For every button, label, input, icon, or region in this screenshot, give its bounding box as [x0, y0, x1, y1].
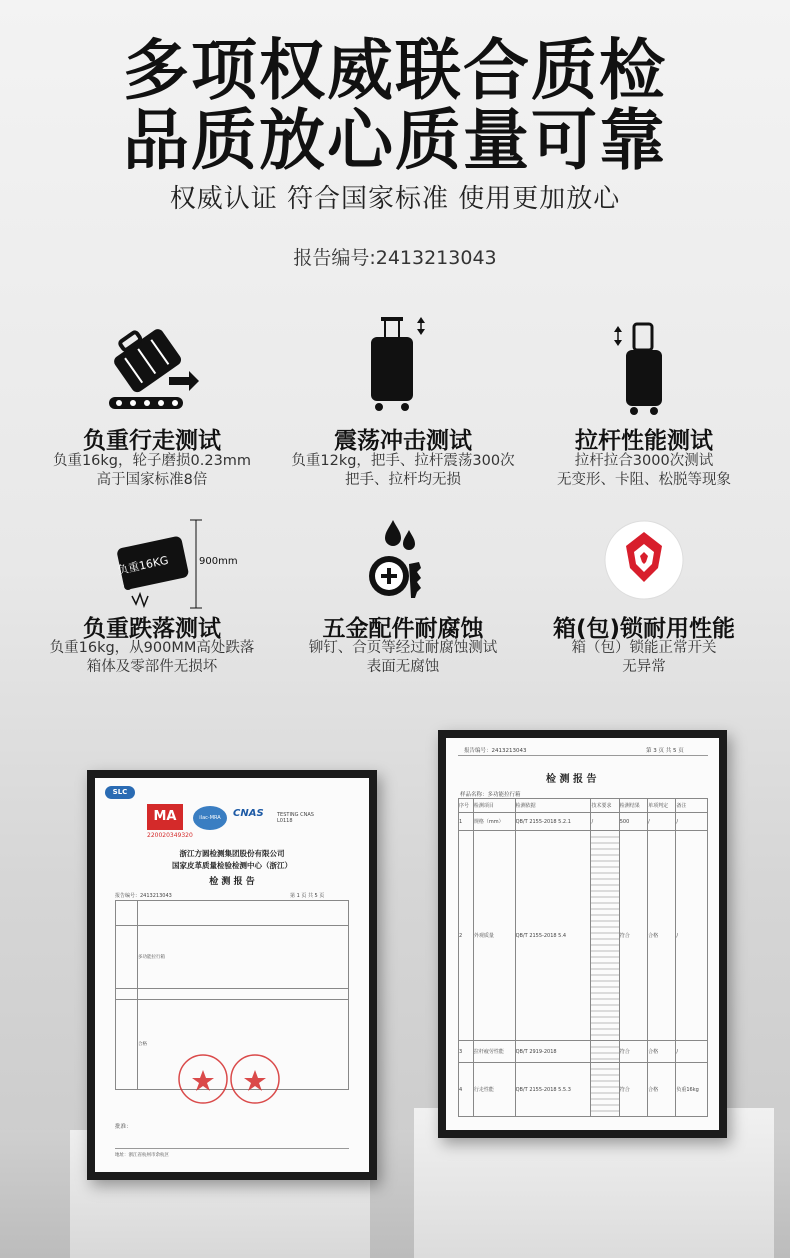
- doc-sample: 样品名称：多功能拉行箱: [460, 792, 521, 798]
- feature-desc-line1: 箱（包）锁能正常开关: [571, 640, 717, 656]
- report-number: 报告编号:2413213043: [293, 247, 497, 269]
- certificate-page-right: [446, 738, 719, 1130]
- table-cell: 多功能拉行箱: [138, 926, 349, 989]
- certificate-page-left: [95, 778, 369, 1172]
- feature-desc-line2: 高于国家标准8倍: [96, 472, 208, 488]
- table-cell: 合格: [138, 999, 349, 1089]
- table-cell: [138, 901, 349, 926]
- table-header: 检测结果: [619, 799, 647, 813]
- center-name: 国家皮革质量检验检测中心（浙江）: [172, 861, 292, 870]
- screw-corrosion-icon: [363, 516, 443, 606]
- table-cell: [591, 1063, 619, 1117]
- drop-badge: 负重16KG: [116, 553, 170, 578]
- feature-title: 负重行走测试: [83, 428, 221, 454]
- feature-desc-line2: 把手、拉杆均无损: [345, 472, 461, 488]
- red-stamps: [175, 1052, 285, 1106]
- feature-desc-line2: 箱体及零部件无损坏: [86, 659, 218, 675]
- certificate-frame-right: [438, 730, 727, 1138]
- doc-page-info: 第 1 页 共 5 页: [290, 893, 325, 899]
- feature-title: 箱(包)锁耐用性能: [552, 616, 736, 642]
- feature-title: 震荡冲击测试: [334, 428, 472, 454]
- table-cell: 合格: [648, 1041, 676, 1063]
- table-cell: 合格: [648, 831, 676, 1041]
- table-cell: QB/T 2155-2018 5.2.1: [515, 813, 591, 831]
- feature-title: 负重跌落测试: [83, 616, 221, 642]
- table-cell: 4: [459, 1063, 474, 1117]
- table-header: 序号: [459, 799, 474, 813]
- feature-shock-test: [278, 310, 528, 490]
- subtitle: 权威认证 符合国家标准 使用更加放心: [169, 184, 621, 214]
- feature-handle-test: [519, 310, 769, 490]
- feature-desc-line2: 无变形、卡阻、松脱等现象: [557, 472, 731, 488]
- table-cell: [591, 831, 619, 1041]
- table-cell: /: [676, 831, 708, 1041]
- doc-report-no: 报告编号：2413213043: [115, 893, 172, 899]
- signature-label: 批准：: [115, 1124, 132, 1130]
- doc-report-no: 报告编号：2413213043: [464, 748, 527, 754]
- feature-desc-line1: 拉杆拉合3000次测试: [574, 453, 714, 469]
- luggage-shock-icon: [363, 315, 443, 415]
- feature-desc-line1: 铆钉、合页等经过耐腐蚀测试: [308, 640, 498, 656]
- table-row: [459, 831, 708, 1041]
- luggage-conveyor-icon: [97, 315, 207, 415]
- feature-title: 拉杆性能测试: [575, 428, 713, 454]
- table-cell: 拉杆疲劳性能: [473, 1041, 515, 1063]
- feature-desc-line1: 负重16kg，轮子磨损0.23mm: [52, 453, 252, 469]
- table-cell: 行走性能: [473, 1063, 515, 1117]
- doc-page-info: 第 3 页 共 5 页: [646, 748, 684, 754]
- results-table: [458, 798, 708, 1117]
- table-cell: 1: [459, 813, 474, 831]
- table-cell: 符合: [619, 831, 647, 1041]
- table-cell: QB/T 2155-2018 5.5.3: [515, 1063, 591, 1117]
- table-cell: /: [676, 813, 708, 831]
- table-cell: 3: [459, 1041, 474, 1063]
- table-cell: 符合: [619, 1041, 647, 1063]
- feature-lock-test: [519, 512, 769, 682]
- doc-title: 检 测 报 告: [209, 877, 255, 887]
- feature-desc-line1: 负重12kg，把手、拉杆震荡300次: [291, 453, 515, 469]
- table-cell: [591, 1041, 619, 1063]
- doc-title: 检 测 报 告: [546, 774, 597, 785]
- table-cell: 符合: [619, 1063, 647, 1117]
- table-header: 检测项目: [473, 799, 515, 813]
- feature-title: 五金配件耐腐蚀: [322, 616, 484, 642]
- table-cell: 合格: [648, 1063, 676, 1117]
- table-cell: 负重16kg: [676, 1063, 708, 1117]
- luggage-handle-icon: [604, 320, 684, 420]
- ilac-logo: ilac-MRA: [193, 806, 227, 830]
- table-header: 检测依据: [515, 799, 591, 813]
- headline-line2: 品质放心质量可靠: [123, 102, 667, 179]
- ma-logo: MA: [147, 804, 183, 830]
- org-name: 浙江方圆检测集团股份有限公司: [179, 849, 285, 858]
- table-header: 备注: [676, 799, 708, 813]
- slc-logo: SLC: [105, 786, 135, 799]
- table-cell: QB/T 2155-2018 5.4: [515, 831, 591, 1041]
- table-cell: 规格（mm）: [473, 813, 515, 831]
- table-header: 单项判定: [648, 799, 676, 813]
- table-cell: QB/T 2919-2018: [515, 1041, 591, 1063]
- cnas-text: TESTING CNAS L0118: [277, 812, 314, 824]
- headline-line1: 多项权威联合质检: [123, 32, 667, 109]
- table-row: [459, 1063, 708, 1117]
- table-cell: 外观质量: [473, 831, 515, 1041]
- feature-desc-line2: 表面无腐蚀: [366, 659, 440, 675]
- table-cell: 2: [459, 831, 474, 1041]
- cnas-logo: CNAS: [233, 808, 264, 819]
- feature-corrosion-test: [278, 512, 528, 682]
- feature-walking-test: [27, 310, 277, 490]
- table-header: 技术要求: [591, 799, 619, 813]
- feature-drop-test: [27, 512, 277, 682]
- feature-desc-line2: 无异常: [622, 659, 666, 675]
- table-cell: /: [648, 813, 676, 831]
- lock-durability-icon: [602, 518, 686, 602]
- ma-number: 220020349320: [147, 832, 193, 839]
- table-cell: /: [676, 1041, 708, 1063]
- table-row: [459, 813, 708, 831]
- certificate-frame-left: [87, 770, 377, 1180]
- feature-desc-line1: 负重16kg，从900MM高处跌落: [49, 640, 255, 656]
- drop-height-label: 900mm: [199, 556, 238, 567]
- table-cell: 500: [619, 813, 647, 831]
- doc-footer: 地址：浙江省杭州市余杭区: [115, 1153, 169, 1158]
- table-cell: /: [591, 813, 619, 831]
- table-row: [459, 1041, 708, 1063]
